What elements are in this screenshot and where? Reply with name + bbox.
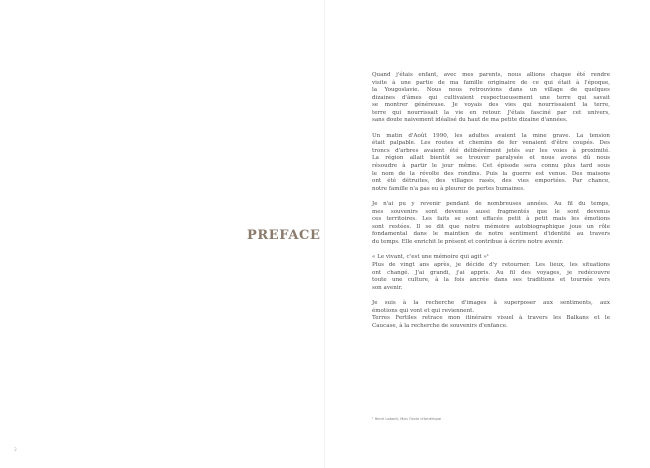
text-line: résoudre à partir le jour même. Cet épisode sera connu plus tard sous <box>372 163 610 170</box>
text-line: se montrer généreuse. Je voyais des vies qui nourrissaient la terre, <box>372 102 610 109</box>
text-line: du temps. Elle enrichit le présent et contribue à écrire notre avenir. <box>372 238 564 245</box>
text-line: la Yougoslavie. Nous nous retrouvions dans un village de quelques <box>372 87 610 94</box>
text-line: émotions qui vont et qui reviennent. <box>372 307 475 314</box>
preface-title: PREFACE <box>247 228 321 243</box>
text-line: était palpable. Les routes et chemins de fer venaient d'être coupés. Des <box>372 140 610 147</box>
text-line: Je n'ai pu y revenir pendant de nombreuses années. Au fil du temps, <box>372 201 610 208</box>
right-page <box>325 0 650 468</box>
text-line: Quand j'étais enfant, avec mes parents, nous allions chaque été rendre <box>372 72 610 78</box>
paragraph-childhood <box>372 72 610 125</box>
text-line: troncs d'arbres avaient été délibérément jetés sur les voies à proximité. <box>372 147 610 154</box>
text-line: Un matin d'Août 1990, les adultes avaient la mine grave. La tension <box>372 132 610 139</box>
text-line: Je suis à la recherche d'images à superposer aux sentiments, aux <box>372 300 610 307</box>
page-number: 2 <box>14 448 17 453</box>
text-line: ont changé. J'ai grandi, j'ai appris. Au fil des voyages, je redécouvre <box>372 269 610 276</box>
paragraph-return <box>372 254 610 292</box>
text-line: visite à une partie de ma famille originaire de ce qui était à l'époque, <box>372 79 610 86</box>
text-line: dizaines d'âmes qui cultivaient respectueusement une terre qui savait <box>372 94 610 101</box>
text-line: Plus de vingt ans après, je décide d'y retourner. Les lieux, les situations <box>372 262 610 269</box>
text-line: sans doute naivement idéalisé du haut de ma petite dizaine d'années. <box>372 117 568 124</box>
text-line: mes souvenirs sont devenus aussi fragmentés que le sont devenus <box>372 208 610 215</box>
text-line: le nom de la révolte des rondins. Puis la guerre est venue. Des maisons <box>372 170 610 177</box>
text-line: toute une culture, à la fois ancrée dans ses traditions et tournée vers <box>372 277 610 284</box>
text-line: terre qui nourrissait la vie en retour. J'étais fasciné par cet univers, <box>372 109 610 116</box>
text-line: fondamental dans le maintien de notre sentiment d'identité au travers <box>372 231 610 238</box>
quote-line: « Le vivant, c'est une mémoire qui agit »¹ <box>372 254 490 261</box>
preface-text <box>372 72 610 338</box>
paragraph-memory <box>372 201 610 246</box>
text-line: Terres Fertiles retrace mon itinéraire visuel à travers les Balkans et le <box>372 315 610 322</box>
text-line: sont restées. Il se dit que notre mémoire autobiographique joue un rôle <box>372 223 610 230</box>
footnote: ¹ Henri Laborit, Mon Oncle d'Amérique <box>372 417 442 421</box>
paragraph-terres-fertiles <box>372 300 610 330</box>
text-line: La région allait bientôt se trouver paralysée et nous avons dû nous <box>372 155 610 162</box>
text-line: notre famille n'a pas eu à pleurer de pertes humaines. <box>372 185 525 192</box>
text-line: Caucase, à la recherche de souvenirs d'enfance. <box>372 322 508 329</box>
paragraph-august-1990 <box>372 133 610 193</box>
text-line: ces territoires. Les faits se sont effacés petit à petit mais les émotions <box>372 216 610 223</box>
text-line: son avenir. <box>372 284 403 291</box>
text-line: ont été détruites, des villages rasés, des vies emportées. Par chance, <box>372 178 610 185</box>
